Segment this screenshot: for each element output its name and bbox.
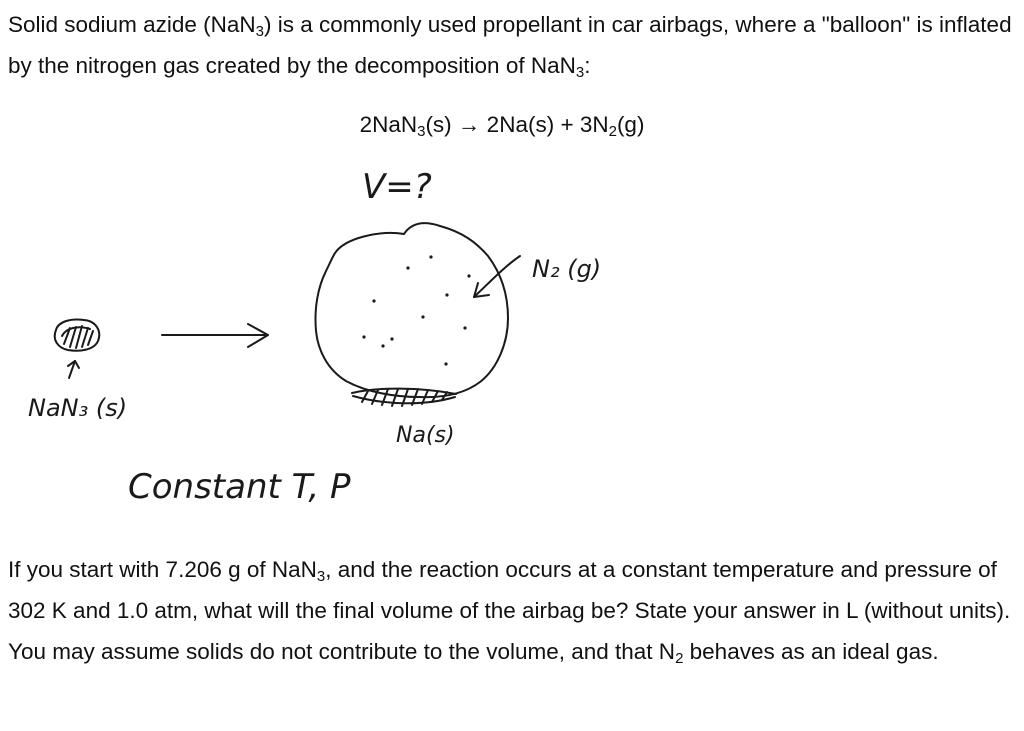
conditions-label: Constant T, P [128, 467, 351, 507]
gas-particles [362, 255, 470, 365]
intro-paragraph: Solid sodium azide (NaN$_3$) is a commonly used propellant in car airbags, where a "balloon" is inflated by the nitrogen gas created by the decomposition of NaN$_3$: [8, 12, 1012, 81]
volume-label: V=? [362, 167, 432, 207]
solid-label: NaN₃ (s) [28, 394, 128, 422]
reaction-equation: $2NaN_3(s) \to 2Na(s) + 3N_2(g)$ [359, 112, 645, 140]
airbag-sketch [0, 150, 1024, 530]
question-paragraph: If you start with 7.206 g of NaN$_3$, and the reaction occurs at a constant temperature and pressure of 302 K and 1.0 atm, what will the final volume of the airbag be? State your answer in L (without units). You may assume solids do not contribute to the volume, and that $N_2$ behaves as an ideal gas. [8, 557, 1011, 667]
solid-sample [55, 319, 99, 378]
sodium-label: Na(s) [396, 423, 455, 448]
gas-label: N₂ (g) [532, 255, 602, 283]
reaction-arrow [162, 324, 268, 347]
balloon-outline [315, 223, 508, 397]
gas-pointer-arrow [474, 256, 520, 297]
